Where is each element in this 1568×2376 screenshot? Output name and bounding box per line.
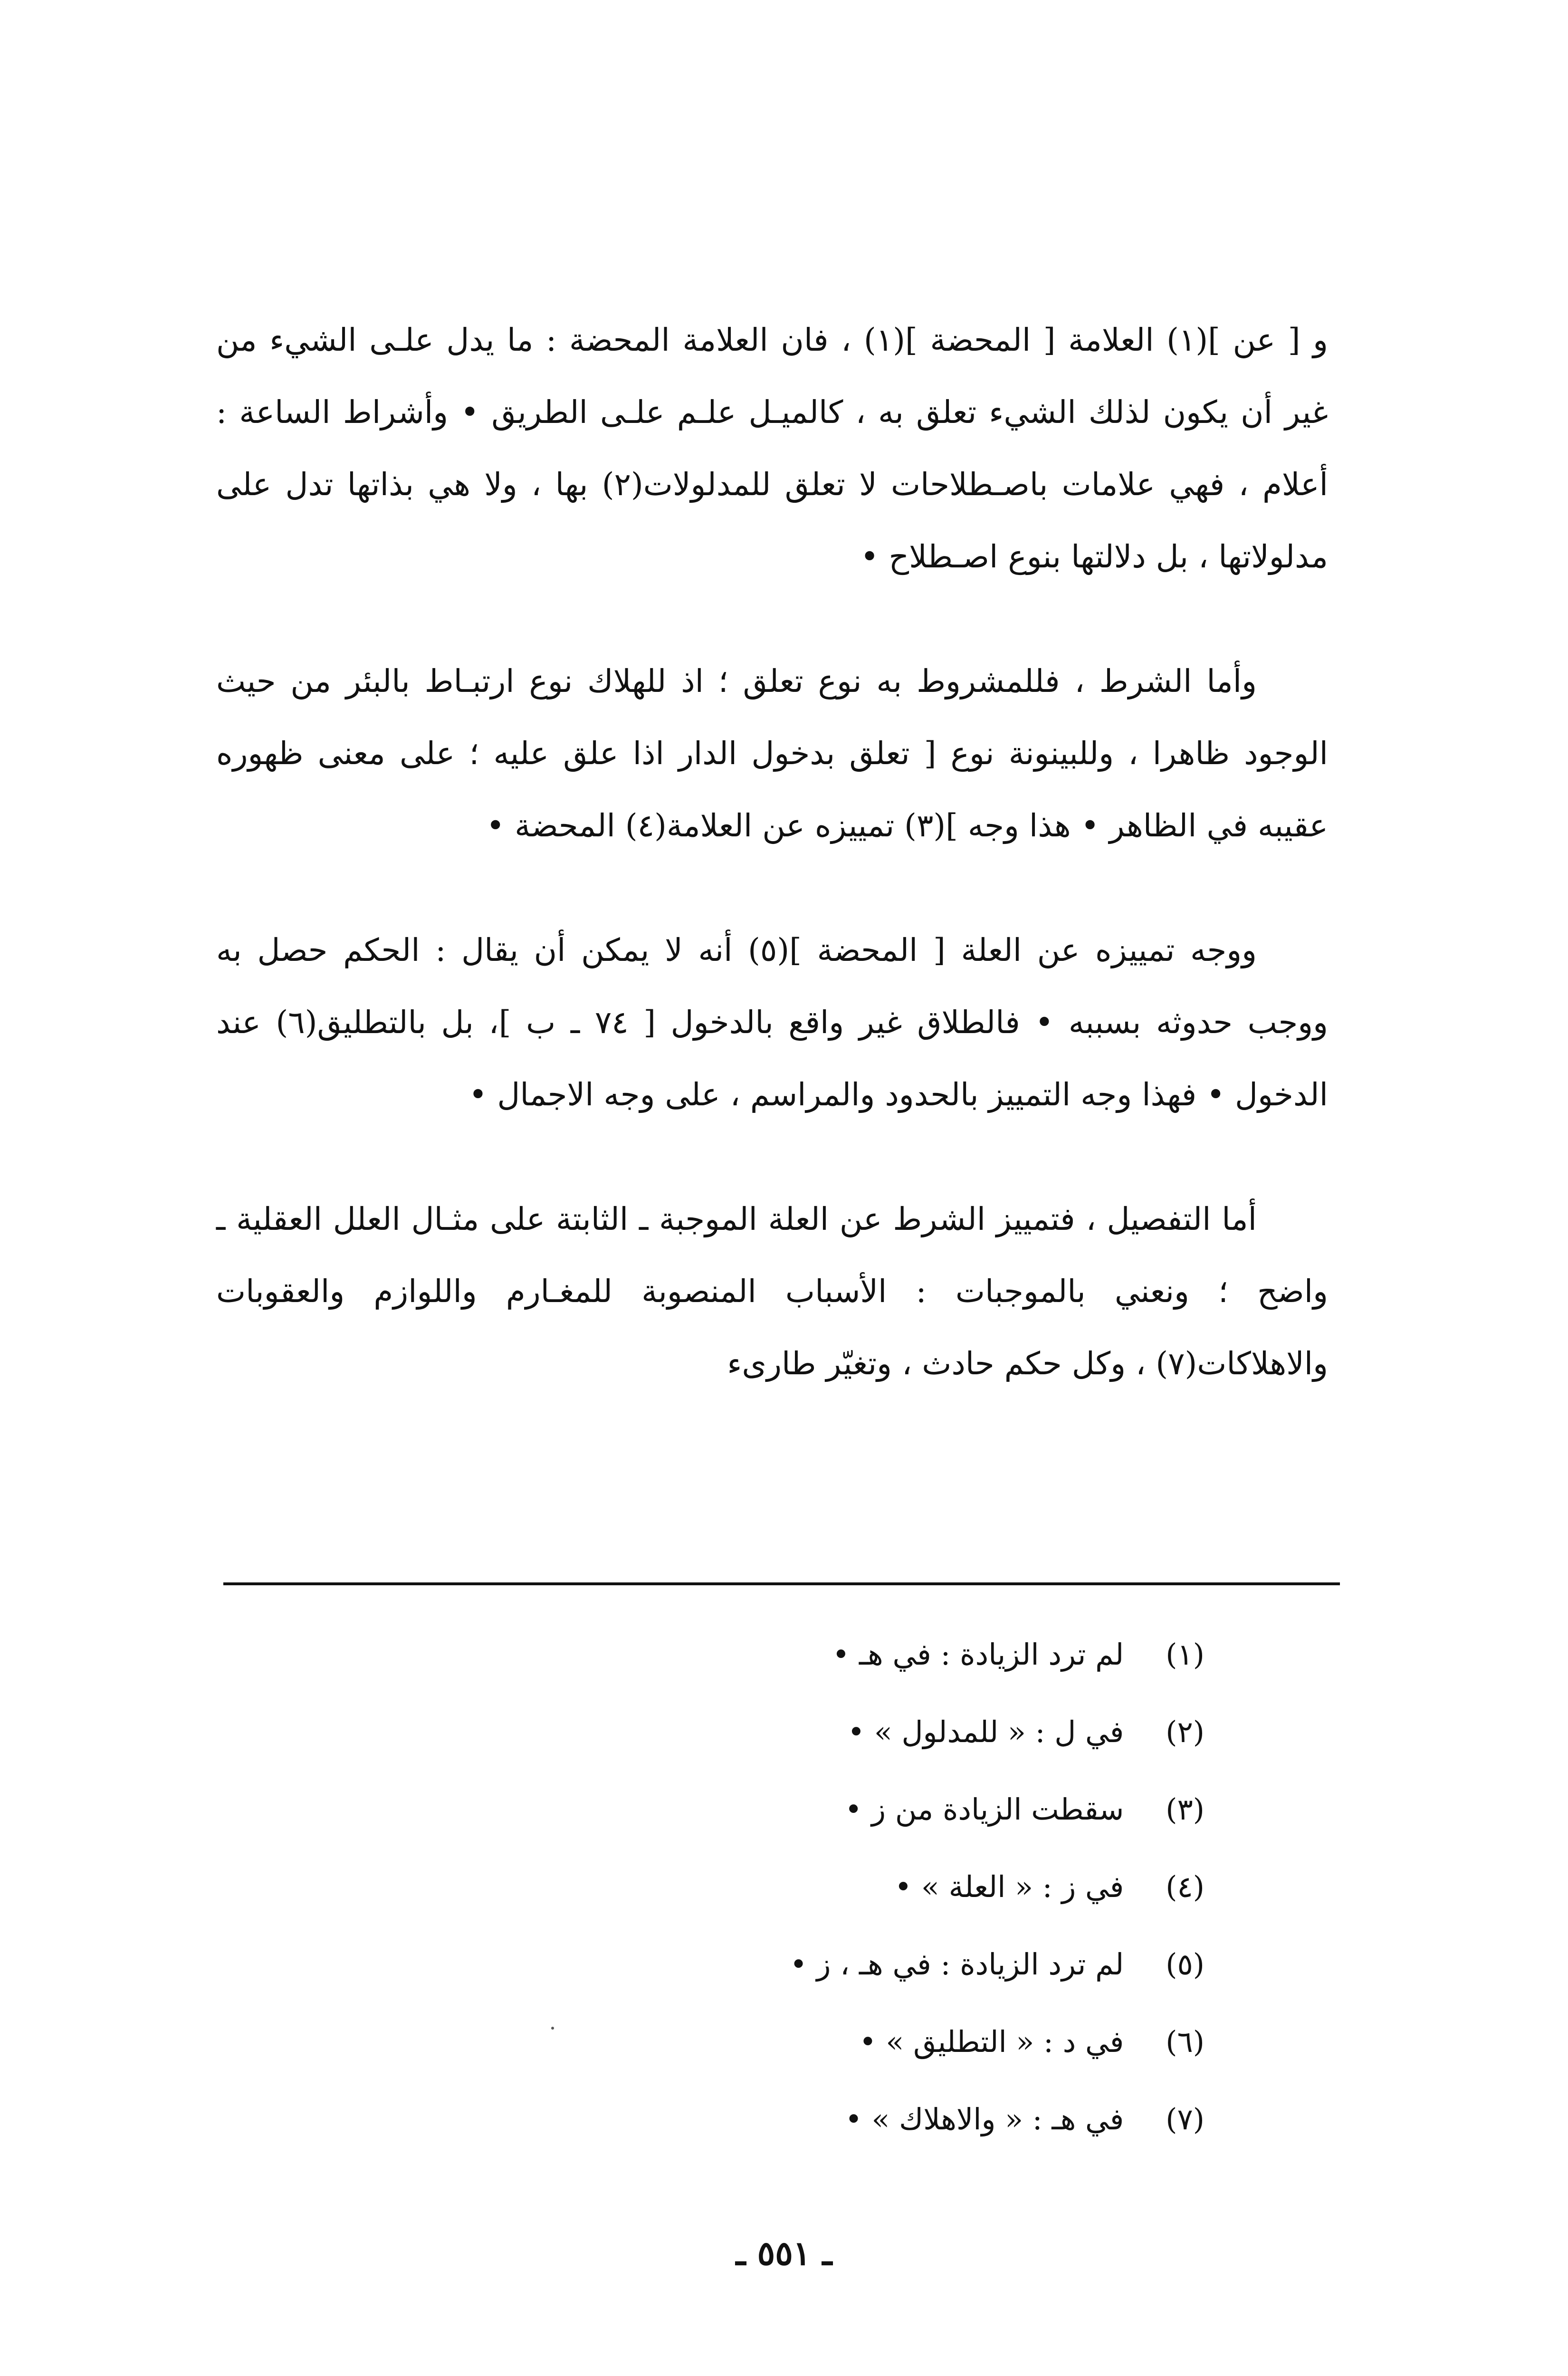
- body-text: [216, 304, 1328, 1452]
- footnote-text: سقطت الزيادة من ز •: [844, 1792, 1124, 1827]
- footnote-text: في د : « التطليق » •: [859, 2024, 1124, 2059]
- footnote-text: في هـ : « والاهلاك » •: [845, 2102, 1124, 2136]
- footnote-4: [216, 1848, 1276, 1926]
- footnote-1: [216, 1616, 1276, 1693]
- scan-speck: [551, 2027, 554, 2030]
- paragraph-2: وأما الشرط ، فللمشروط به نوع تعلق ؛ اذ للهلاك نوع ارتبـاط بالبئر من حيث الوجود ظاهرا ، وللبينونة نوع [ تعلق بدخول الدار اذا علق عليه ؛ على معنى ظهوره عقيبه في الظاهر • هذا وجه ](٣) تمييزه عن العلامة(٤) المحضة •: [216, 663, 1328, 844]
- footnote-7: [216, 2080, 1276, 2158]
- footnote-divider: [223, 1582, 1340, 1585]
- footnote-number: (٣): [1166, 1792, 1205, 1827]
- paragraph-1: و [ عن ](١) العلامة [ المحضة ](١) ، فان العلامة المحضة : ما يدل علـى الشيء من غير أن يكون لذلك الشيء تعلق به ، كالميـل علـم علـى الطريق • وأشراط الساعة : أعلام ، فهي علامات باصـطلاحات لا تعلق للمدلولات(٢) بها ، ولا هي بذاتها تدل على مدلولاتها ، بل دلالتها بنوع اصـطلاح •: [216, 322, 1328, 575]
- paragraph-4: أما التفصيل ، فتمييز الشرط عن العلة الموجبة ـ الثابتة على مثـال العلل العقلية ـ واضح ؛ ونعني بالموجبات : الأسباب المنصوبة للمغـارم واللوازم والعقوبات والاهلاكات(٧) ، وكل حكم حادث ، وتغيّر طارىء: [216, 1201, 1328, 1382]
- footnote-6: [216, 2003, 1276, 2080]
- footnote-3: [216, 1771, 1276, 1848]
- footnote-text: لم ترد الزيادة : في هـ •: [832, 1637, 1124, 1672]
- footnote-number: (٢): [1166, 1715, 1205, 1749]
- footnote-text: في ز : « العلة » •: [894, 1869, 1124, 1904]
- page-number: ـ ٥٥١ ـ: [736, 2233, 832, 2273]
- footnote-text: في ل : « للمدلول » •: [847, 1715, 1124, 1749]
- paragraph-3: ووجه تمييزه عن العلة [ المحضة ](٥) أنه لا يمكن أن يقال : الحكم حصل به ووجب حدوثه بسببه • فالطلاق غير واقع بالدخول [ ٧٤ ـ ب ]، بل بالتطليق(٦) عند الدخول • فهذا وجه التمييز بالحدود والمراسم ، على وجه الاجمال •: [216, 932, 1328, 1113]
- footnote-text: لم ترد الزيادة : في هـ ، ز •: [790, 1947, 1124, 1982]
- footnote-number: (١): [1166, 1637, 1205, 1672]
- footnotes-list: [216, 1616, 1276, 2158]
- footnote-number: (٤): [1166, 1869, 1205, 1904]
- footnote-5: [216, 1926, 1276, 2003]
- footnote-number: (٦): [1166, 2024, 1205, 2059]
- footnote-2: [216, 1693, 1276, 1771]
- footnote-number: (٧): [1166, 2102, 1205, 2136]
- footnote-number: (٥): [1166, 1947, 1205, 1982]
